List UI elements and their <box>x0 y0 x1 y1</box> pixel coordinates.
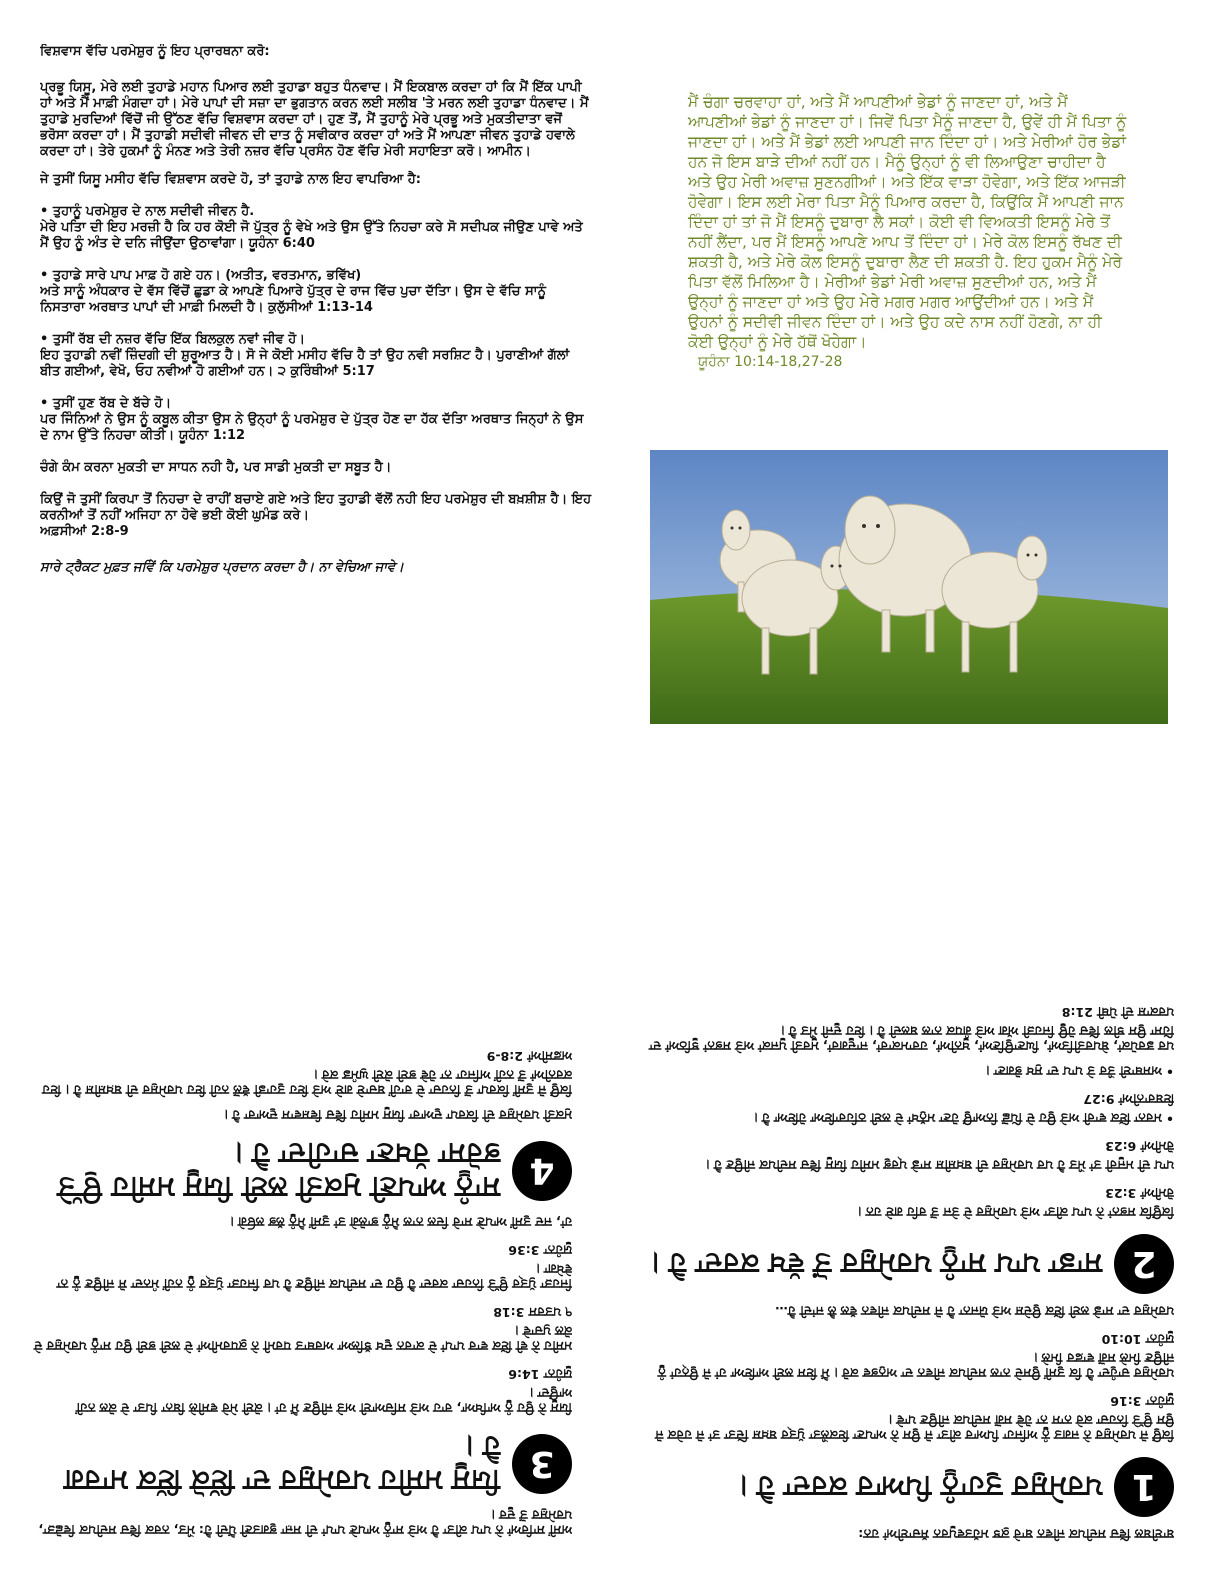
s1-paragraph-2-ref: ਯੂਹੰਨਾ 10:10 <box>1101 1332 1174 1347</box>
point-text: ਮੇਰੇ ਪਤਿਾ ਦੀ ਇਹ ਮਰਜ਼ੀ ਹੈ ਕਿ ਹਰ ਕੋਈ ਜੋ ਪੁੱਤ੍ਰ ਨੂੰ ਵੇਖੇ ਅਤੇ ਉਸ ਉੱਤੇ ਨਿਹਚਾ ਕਰੇ ਸੋ ਸਦੀਪਕ ਜੀਉਣ ਪਾਵੇ ਅਤੇ ਮੈਂ ਉਹ ਨੂੰ ਅੰਤ ਦੇ ਦਨਿ ਜੀਉਂਦਾ ਉਠਾਵਾਂਗਾ। ਯੂਹੰਨਾ 6:40 <box>40 220 583 251</box>
shepherd-verse-reference: ਯੂਹੰਨਾ 10:14-18,27-28 <box>698 354 843 370</box>
section-3-header <box>30 1430 572 1498</box>
point-text: ਅਤੇ ਸਾਨੂੰ ਅੰਧਕਾਰ ਦੇ ਵੱਸ ਵਿੱਚੋਂ ਛੁਡਾ ਕੇ ਆਪਣੇ ਪਿਆਰੇ ਪੁੱਤ੍ਰ ਦੇ ਰਾਜ ਵਿੱਚ ਪੁਚਾ ਦੱਤਿਾ। ਉਸ ਦੇ ਵੱਚਿ ਸਾਨੂੰ ਨਿਸਤਾਰਾ ਅਰਥਾਤ ਪਾਪਾਂ ਦੀ ਮਾਫ਼ੀ ਮਿਲਦੀ ਹੈ। ਕੁਲੁੱਸੀਆਂ 1:13-14 <box>40 284 546 315</box>
point-2 <box>40 268 592 316</box>
s4-paragraph-1: ਮੁਕਤੀ ਪਰਮੇਸ਼ੁਰ ਦੀ ਕਿਰਪਾ ਦੁਆਰਾ ਯਿਸੂ ਮਸੀਹ ਵਿੱਚ ਵਿਸ਼ਵਾਸ ਦੁਆਰਾ ਹੈ। <box>223 1108 572 1123</box>
section-1-number: 1 <box>1114 1457 1174 1517</box>
s2-paragraph-3-ref: ਇਬਰਾਨੀਆਂ 9:27 <box>1083 1092 1174 1107</box>
s2-paragraph-5: ਪਰ ਡਰਪੋਕਾਂ, ਬੇਪਰਤੀਤਿਆਂ, ਘਿਣਾਉਣਿਆਂ, ਖੂਨੀਆਂ, ਹਰਾਮਕਾਰਾਂ, ਜਾਦੂਗਰਾਂ, ਮੂਰਤੀ ਪੂਜਕਾਂ ਅਤੇ ਸਭਨਾਂ ਝੂਠਿਆਂ ਦਾ ਹਿੱਸਾ ਉਸ ਝੀਲ ਵਿੱਚ ਹੋਊ ਜਿਹੜੀ ਅੱਗ ਅਤੇ ਗੰਧਕ ਨਾਲ ਬਲਦੀ ਹੈ। ਇਹ ਦੂਜੀ ਮੌਤ ਹੈ। <box>649 1024 1174 1054</box>
s2-paragraph-1: ਕਿਉਂਕਿ ਸਭਨਾਂ ਨੇ ਪਾਪ ਕੀਤਾ ਅਤੇ ਪਰਮੇਸ਼ੁਰ ਦੇ ਤੇਜ ਤੋਂ ਰਹਿ ਗਏ ਹਨ। <box>857 1205 1174 1220</box>
point-text: ਪਰ ਜਿੰਨਿਆਂ ਨੇ ਉਸ ਨੂੰ ਕਬੂਲ ਕੀਤਾ ਉਸ ਨੇ ਉਨ੍ਹਾਂ ਨੂੰ ਪਰਮੇਸ਼ੁਰ ਦੇ ਪੁੱਤ੍ਰ ਹੋਣ ਦਾ ਹੱਕ ਦੱਤਿਾ ਅਰਥਾਤ ਜਿਨ੍ਹਾਂ ਨੇ ਉਸ ਦੇ ਨਾਮ ਉੱਤੇ ਨਿਹਚਾ ਕੀਤੀ। ਯੂਹੰਨਾ 1:12 <box>40 412 584 443</box>
shepherd-verse: ਮੈਂ ਚੰਗਾ ਚਰਵਾਹਾ ਹਾਂ, ਅਤੇ ਮੈਂ ਆਪਣੀਆਂ ਭੇਡਾਂ ਨੂੰ ਜਾਣਦਾ ਹਾਂ, ਅਤੇ ਮੈਂ ਆਪਣੀਆਂ ਭੇਡਾਂ ਨੂੰ ਜਾਣਦਾ ਹਾਂ। ਜਿਵੇਂ ਪਿਤਾ ਮੈਨੂੰ ਜਾਣਦਾ ਹੈ, ਉਵੇਂ ਹੀ ਮੈਂ ਪਿਤਾ ਨੂੰ ਜਾਣਦਾ ਹਾਂ। ਅਤੇ ਮੈਂ ਭੇਡਾਂ ਲਈ ਆਪਣੀ ਜਾਨ ਦਿੰਦਾ ਹਾਂ। ਅਤੇ ਮੇਰੀਆਂ ਹੋਰ ਭੇਡਾਂ ਹਨ ਜੋ ਇਸ ਬਾੜੇ ਦੀਆਂ ਨਹੀਂ ਹਨ। ਮੈਨੂੰ ਉਨ੍ਹਾਂ ਨੂੰ ਵੀ ਲਿਆਉਣਾ ਚਾਹੀਦਾ ਹੈ ਅਤੇ ਉਹ ਮੇਰੀ ਅਵਾਜ਼ ਸੁਣਨਗੀਆਂ। ਅਤੇ ਇੱਕ ਵਾੜਾ ਹੋਵੇਗਾ, ਅਤੇ ਇੱਕ ਆਜੜੀ ਹੋਵੇਗਾ। ਇਸ ਲਈ ਮੇਰਾ ਪਿਤਾ ਮੈਨੂੰ ਪਿਆਰ ਕਰਦਾ ਹੈ, ਕਿਉਂਕਿ ਮੈਂ ਆਪਣੀ ਜਾਨ ਦਿੰਦਾ ਹਾਂ ਤਾਂ ਜੋ ਮੈਂ ਇਸਨੂੰ ਦੁਬਾਰਾ ਲੈ ਸਕਾਂ। ਕੋਈ ਵੀ ਵਿਅਕਤੀ ਇਸਨੂੰ ਮੇਰੇ ਤੋਂ ਨਹੀਂ ਲੈਂਦਾ, ਪਰ ਮੈਂ ਇਸਨੂੰ ਆਪਣੇ ਆਪ ਤੋਂ ਦਿੰਦਾ ਹਾਂ। ਮੇਰੇ ਕੋਲ ਇਸਨੂੰ ਰੱਖਣ ਦੀ ਸ਼ਕਤੀ ਹੈ, ਅਤੇ ਮੇਰੇ ਕੋਲ ਇਸਨੂੰ ਦੁਬਾਰਾ ਲੈਣ ਦੀ ਸ਼ਕਤੀ ਹੈ. ਇਹ ਹੁਕਮ ਮੈਨੂੰ ਮੇਰੇ ਪਿਤਾ ਵੱਲੋਂ ਮਿਲਿਆ ਹੈ। ਮੇਰੀਆਂ ਭੇਡਾਂ ਮੇਰੀ ਅਵਾਜ਼ ਸੁਣਦੀਆਂ ਹਨ, ਅਤੇ ਮੈਂ ਉਨ੍ਹਾਂ ਨੂੰ ਜਾਣਦਾ ਹਾਂ ਅਤੇ ਉਹ ਮੇਰੇ ਮਗਰ ਮਗਰ ਆਉਂਦੀਆਂ ਹਨ। ਅਤੇ ਮੈਂ ਉਹਨਾਂ ਨੂੰ ਸਦੀਵੀ ਜੀਵਨ ਦਿੰਦਾ ਹਾਂ। ਅਤੇ ਉਹ ਕਦੇ ਨਾਸ ਨਹੀਂ ਹੋਣਗੇ, ਨਾ ਹੀ ਕੋਈ ਉਨ੍ਹਾਂ ਨੂੰ ਮੇਰੇ ਹੱਥੋਂ ਖੋਹੇਗਾ। <box>688 93 1127 351</box>
section-1-header <box>642 1457 1174 1517</box>
section-3-number: 3 <box>512 1434 572 1494</box>
point-bullet: • ਤੁਹਾਡੇ ਸਾਰੇ ਪਾਪ ਮਾਫ਼ ਹੋ ਗਏ ਹਨ। (ਅਤੀਤ, ਵਰਤਮਾਨ, ਭਵਿੱਖ) <box>40 268 362 283</box>
point-bullet: • ਤੁਸੀਂ ਹੁਣ ਰੱਬ ਦੇ ਬੱਚੇ ਹੋ। <box>40 396 172 411</box>
point-3 <box>40 332 592 380</box>
s1-paragraph-2: ਪਰਮੇਸ਼ੁਰ ਚਾਹੁੰਦਾ ਹੈ ਕਿ ਤੁਸੀਂ ਉਸਦੇ ਨਾਲ ਸਦੀਪਕ ਜੀਵਨ ਦਾ ਅਨੁਭਵ ਕਰੋ। ਮੈਂ ਇਸ ਲਈ ਆਇਆ ਹਾਂ ਜੋ ਉਨ੍ਹਾਂ ਨੂੰ ਜੀਉਣ ਮਿਲੇ ਸਗੋਂ ਵਾਫ਼ਰ ਮਿਲੇ। <box>657 1351 1174 1381</box>
point-bullet: • ਤੁਹਾਨੂੰ ਪਰਮੇਸ਼ੁਰ ਦੇ ਨਾਲ ਸਦੀਵੀ ਜੀਵਨ ਹੈ. <box>40 204 255 219</box>
s3-paragraph-1-ref: ਯੂਹੰਨਾ 14:6 <box>508 1367 572 1382</box>
section-2-header <box>642 1234 1174 1294</box>
s3-paragraph-1: ਯਿਸੂ ਨੇ ਉਹ ਨੂੰ ਆਖਿਆ, ਰਾਹ ਅਤੇ ਸਚਿਆਈ ਅਤੇ ਜੀਉਣ ਮੈਂ ਹਾਂ। ਕੋਈ ਮੇਰੇ ਵਸੀਲੇ ਬਿਨਾ ਪਿਤਾ ਦੇ ਕੋਲ ਨਹੀਂ ਆਉਂਦਾ। <box>75 1386 572 1416</box>
section-4-title: ਸਾਨੂੰ ਆਪਣੀ ਮੁਕਤੀ ਲਈ ਯਿਸੂ ਮਸੀਹ ਉੱਤੇ ਭਰੋਸਾ ਰੱਖਣਾ ਚਾਹੀਦਾ ਹੈ। <box>57 1138 500 1205</box>
s2-paragraph-4: • ਅਸਥਾਈ ਤੌਰ ਤੇ ਪਾਪ ਦਾ ਸੁਖ ਭੋਗਣਾ। <box>985 1064 1174 1079</box>
s4-paragraph-2-ref: ਅਫ਼ਸੀਆਂ 2:8-9 <box>486 1049 572 1064</box>
section-4-number: 4 <box>512 1141 572 1201</box>
truths-intro: ਬਾਈਬਲ ਵਿੱਚ ਸਦੀਪਕ ਜੀਵਨ ਬਾਰੇ ਕੁਝ ਮਹੱਤਵਪੂਰਨ ਸੱਚਾਈਆਂ ਹਨ: <box>858 1527 1174 1542</box>
panel-sections-3-4 <box>30 818 572 1538</box>
prayer-text: ਪ੍ਰਭੂ ਯਿਸੂ, ਮੇਰੇ ਲਈ ਤੁਹਾਡੇ ਮਹਾਨ ਪਿਆਰ ਲਈ ਤੁਹਾਡਾ ਬਹੁਤ ਧੰਨਵਾਦ। ਮੈਂ ਇਕਬਾਲ ਕਰਦਾ ਹਾਂ ਕਿ ਮੈਂ ਇੱਕ ਪਾਪੀ ਹਾਂ ਅਤੇ ਮੈਂ ਮਾਫ਼ੀ ਮੰਗਦਾ ਹਾਂ। ਮੇਰੇ ਪਾਪਾਂ ਦੀ ਸਜ਼ਾ ਦਾ ਭੁਗਤਾਨ ਕਰਨ ਲਈ ਸਲੀਬ 'ਤੇ ਮਰਨ ਲਈ ਤੁਹਾਡਾ ਧੰਨਵਾਦ। ਮੈਂ ਤੁਹਾਡੇ ਮੁਰਦਿਆਂ ਵਿੱਚੋਂ ਜੀ ਉੱਠਣ ਵੱਚਿ ਵਿਸ਼ਵਾਸ ਕਰਦਾ ਹਾਂ। ਹੁਣ ਤੋਂ, ਮੈਂ ਤੁਹਾਨੂੰ ਮੇਰੇ ਪ੍ਰਭੂ ਅਤੇ ਮੁਕਤੀਦਾਤਾ ਵਜੋਂ ਭਰੋਸਾ ਕਰਦਾ ਹਾਂ। ਮੈਂ ਤੁਹਾਡੀ ਸਦੀਵੀ ਜੀਵਨ ਦੀ ਦਾਤ ਨੂੰ ਸਵੀਕਾਰ ਕਰਦਾ ਹਾਂ ਅਤੇ ਮੈਂ ਆਪਣਾ ਜੀਵਨ ਤੁਹਾਡੇ ਹਵਾਲੇ ਕਰਦਾ ਹਾਂ। ਤੇਰੇ ਹੁਕਮਾਂ ਨੂੰ ਮੰਨਣ ਅਤੇ ਤੇਰੀ ਨਜ਼ਰ ਵੱਚਿ ਪ੍ਰਸੰਨ ਹੋਣ ਵੱਚਿ ਮੇਰੀ ਸਹਾਇਤਾ ਕਰੋ। ਆਮੀਨ। <box>40 80 589 159</box>
prayer-heading: ਵਿਸ਼ਵਾਸ ਵੱਚਿ ਪਰਮੇਸ਼ੁਰ ਨੂੰ ਇਹ ਪ੍ਰਾਰਥਨਾ ਕਰੋ: <box>40 44 270 59</box>
prayer-panel <box>40 44 592 744</box>
point-text: ਇਹ ਤੁਹਾਡੀ ਨਵੀਂ ਜ਼ਿੰਦਗੀ ਦੀ ਸ਼ੁਰੂਆਤ ਹੈ। ਸੋ ਜੇ ਕੋਈ ਮਸੀਹ ਵੱਚਿ ਹੈ ਤਾਂ ਉਹ ਨਵੀ ਸਰਸ਼ਿਟ ਹੈ। ਪੁਰਾਣੀਆਂ ਗੱਲਾਂ ਬੀਤ ਗਈਆਂ, ਵੇਖੋ, ਓਹ ਨਵੀਆਂ ਹੋ ਗਈਆਂ ਹਨ। ੨ ਕੁਰਿੰਥੀਆਂ 5:17 <box>40 348 570 379</box>
grace-text: ਕਿਉਂ ਜੋ ਤੁਸੀਂ ਕਿਰਪਾ ਤੋਂ ਨਿਹਚਾ ਦੇ ਰਾਹੀਂ ਬਚਾਏ ਗਏ ਅਤੇ ਇਹ ਤੁਹਾਡੀ ਵੱਲੋਂ ਨਹੀ ਇਹ ਪਰਮੇਸ਼ੁਰ ਦੀ ਬਖ਼ਸ਼ੀਸ਼ ਹੈ। ਇਹ ਕਰਨੀਆਂ ਤੋਂ ਨਹੀਂ ਅਜਿਹਾ ਨਾ ਹੋਵੇ ਭਈ ਕੋਈ ਘੁਮੰਡ ਕਰੇ। <box>40 492 592 523</box>
s3-paragraph-2: ਮਸੀਹ ਨੇ ਵੀ ਇੱਕ ਵਾਰ ਪਾਪਾਂ ਦੇ ਕਾਰਨ ਦੁਖ ਝੱਲਿਆ ਅਰਥਾਤ ਧਰਮੀ ਨੇ ਕੁਧਰਮੀਆਂ ਦੇ ਲਈ ਭਈ ਉਹ ਸਾਨੂੰ ਪਰਮੇਸ਼ੁਰ ਦੇ ਕੋਲ ਪੁਚਾਵੇ। <box>33 1324 572 1354</box>
sheep-photo <box>650 450 1168 724</box>
section-1-title: ਪਰਮੇਸ਼ੁਰ ਤੁਹਾਨੂੰ ਪਿਆਰ ਕਰਦਾ ਹੈ। <box>737 1471 1102 1504</box>
s2-paragraph-2: ਪਾਪ ਦੀ ਮਜੂਰੀ ਤਾਂ ਮੌਤ ਹੈ ਪਰ ਪਰਮੇਸ਼ੁਰ ਦੀ ਬਖ਼ਸ਼ੀਸ਼ ਸਾਡੇ ਪ੍ਰਭੁ ਮਸੀਹ ਯਿਸੂ ਵਿੱਚ ਸਦੀਪਕ ਜੀਉਣ ਹੈ। <box>705 1158 1174 1173</box>
grace-reference: ਅਫ਼ਸੀਆਂ 2:8-9 <box>40 524 129 539</box>
s4-paragraph-2: ਕਿਉਂ ਜੋ ਤੁਸੀਂ ਕਿਰਪਾ ਤੋਂ ਨਿਹਚਾ ਦੇ ਰਾਹੀਂ ਬਚਾਏ ਗਏ ਅਤੇ ਇਹ ਤੁਹਾਡੀ ਵੱਲੋਂ ਨਹੀ ਇਹ ਪਰਮੇਸ਼ੁਰ ਦੀ ਬਖ਼ਸ਼ੀਸ਼ ਹੈ। ਇਹ ਕਰਨੀਆਂ ਤੋਂ ਨਹੀਂ ਅਜਿਹਾ ਨਾ ਹੋਵੇ ਭਈ ਕੋਈ ਘੁਮੰਡ ਕਰੇ। <box>42 1068 572 1098</box>
s3-paragraph-2-ref: ੧ ਪਤਰਸ 3:18 <box>493 1305 572 1320</box>
section-2-number: 2 <box>1114 1234 1174 1294</box>
s3-paragraph-3-ref: ਯੂਹੰਨਾ 3:36 <box>508 1243 572 1258</box>
s2-paragraph-5-ref: ਪਰਕਾਸ਼ ਦੀ ਪੋਥੀ 21:8 <box>1061 1005 1174 1020</box>
s1-paragraph-1-ref: ਯੂਹੰਨਾ 3:16 <box>1110 1394 1174 1409</box>
section-2-title: ਸਾਡਾ ਪਾਪ ਸਾਨੂੰ ਪਰਮੇਸ਼ੁਰ ਤੋਂ ਵੱਖ ਕਰਦਾ ਹੈ। <box>649 1248 1102 1281</box>
if-believe-text: ਜੇ ਤੁਸੀਂ ਯਿਸੂ ਮਸੀਹ ਵੱਚਿ ਵਿਸ਼ਵਾਸ ਕਰਦੇ ਹੋ, ਤਾਂ ਤੁਹਾਡੇ ਨਾਲ ਇਹ ਵਾਪਰਿਆ ਹੈ: <box>40 172 421 187</box>
s3-paragraph-3: ਜਿਹੜਾ ਪੁੱਤ੍ਰ ਉੱਤੇ ਨਿਹਚਾ ਕਰਦਾ ਹੈ ਉਹ ਦਾ ਸਦੀਪਕ ਜੀਉਣ ਹੈ ਪਰ ਜਿਹੜਾ ਪੁੱਤ੍ਰ ਨੂੰ ਨਹੀਂ ਮੰਨਦਾ ਸੋ ਜੀਉਣ ਨੂੰ ਨਾ ਵੇਖੇਗਾ। <box>56 1262 572 1292</box>
s2-paragraph-2-ref: ਰੋਮੀਆਂ 6:23 <box>1105 1139 1174 1154</box>
point-4 <box>40 396 592 444</box>
s3-paragraph-4: ਹਾਂ, ਜਦ ਤੁਸੀਂ ਆਪਣੇ ਸਾਰੇ ਦਿਲ ਨਾਲ ਮੈਨੂੰ ਭਾਲੋਗੇ ਤਾਂ ਤੁਸੀਂ ਮੈਨੂੰ ਲੱਭ ਲਓਗੇ। <box>229 1215 572 1230</box>
sin-penalty-intro: ਅਸੀਂ ਸਾਰਿਆਂ ਨੇ ਪਾਪ ਕੀਤਾ ਹੈ ਅਤੇ ਸਾਨੂੰ ਆਪਣੇ ਪਾਪਾਂ ਦੀ ਸਜ਼ਾ ਭੁਗਤਣੀ ਪੈਂਦੀ ਹੈ: ਮੌਤ, ਨਰਕ ਵਿੱਚ ਸਦੀਪਕ ਵਿਛੋੜਾ, ਪਰਮੇਸ਼ੁਰ ਤੋਂ ਦੂਰ। <box>38 1508 572 1538</box>
shepherd-panel <box>650 92 1168 724</box>
panel-sections-1-2 <box>642 862 1174 1542</box>
good-works-text: ਚੰਗੇ ਕੰਮ ਕਰਨਾ ਮੁਕਤੀ ਦਾ ਸਾਧਨ ਨਹੀ ਹੈ, ਪਰ ਸਾਡੀ ਮੁਕਤੀ ਦਾ ਸਬੂਤ ਹੈ। <box>40 460 392 475</box>
section-3-title: ਯਿਸੂ ਮਸੀਹ ਪਰਮੇਸ਼ੁਰ ਦਾ ਇੱਕੋ ਇੱਕ ਮਾਰਗ ਹੈ। <box>64 1431 500 1498</box>
tract-footer: ਸਾਰੇ ਟ੍ਰੈਕਟ ਮੁਫ਼ਤ ਜਵਿੇਂ ਕਿ ਪਰਮੇਸ਼ੁਰ ਪ੍ਰਦਾਨ ਕਰਦਾ ਹੈ। ਨਾ ਵੇਚਿਆ ਜਾਵੇ। <box>40 560 404 575</box>
point-1 <box>40 204 592 252</box>
point-bullet: • ਤੁਸੀਂ ਰੱਬ ਦੀ ਨਜ਼ਰ ਵੱਚਿ ਇੱਕ ਬਿਲਕੁਲ ਨਵਾਂ ਜੀਵ ਹੋ। <box>40 332 306 347</box>
section-4-header <box>30 1137 572 1205</box>
s1-paragraph-1: ਕਿਉਂ ਜੋ ਪਰਮੇਸ਼ੁਰ ਨੇ ਜਗਤ ਨੂੰ ਅਜਿਹਾ ਪਿਆਰ ਕੀਤਾ ਜੋ ਉਸ ਨੇ ਆਪਣਾ ਇਕਲੌਤਾ ਪੁੱਤ੍ਰ ਬਖ਼ਸ਼ ਦਿੱਤਾ ਤਾਂ ਜੋ ਹਰੇਕ ਜੋ ਉਸ ਉੱਤੇ ਨਿਹਚਾ ਕਰੇ ਨਾਸ ਨਾ ਹੋਵੇ ਸਗੋਂ ਸਦੀਪਕ ਜੀਉਣ ਪਾਵੇ। <box>655 1413 1174 1443</box>
s1-paragraph-3: ਪਰਮੇਸ਼ੁਰ ਦਾ ਸਾਡੇ ਲਈ ਇੱਕ ਉਦੇਸ਼ ਅਤੇ ਯੋਜਨਾ ਹੈ ਜੋ ਸਦੀਪਕ ਜੀਵਨ ਵੱਲ ਲੈ ਜਾਂਦੀ ਹੈ… <box>775 1304 1174 1319</box>
s2-paragraph-3: • ਮਰਨਾ ਇੱਕ ਵਾਰੀ ਅਤੇ ਉਹ ਦੇ ਪਿੱਛੋਂ ਨਿਆਉਂ ਹੋਣਾ ਮਨੁੱਖਾਂ ਦੇ ਲਈ ਠਹਿਰਾਇਆ ਹੋਇਆ ਹੈ। <box>753 1111 1174 1126</box>
s2-paragraph-1-ref: ਰੋਮੀਆਂ 3:23 <box>1105 1186 1174 1201</box>
